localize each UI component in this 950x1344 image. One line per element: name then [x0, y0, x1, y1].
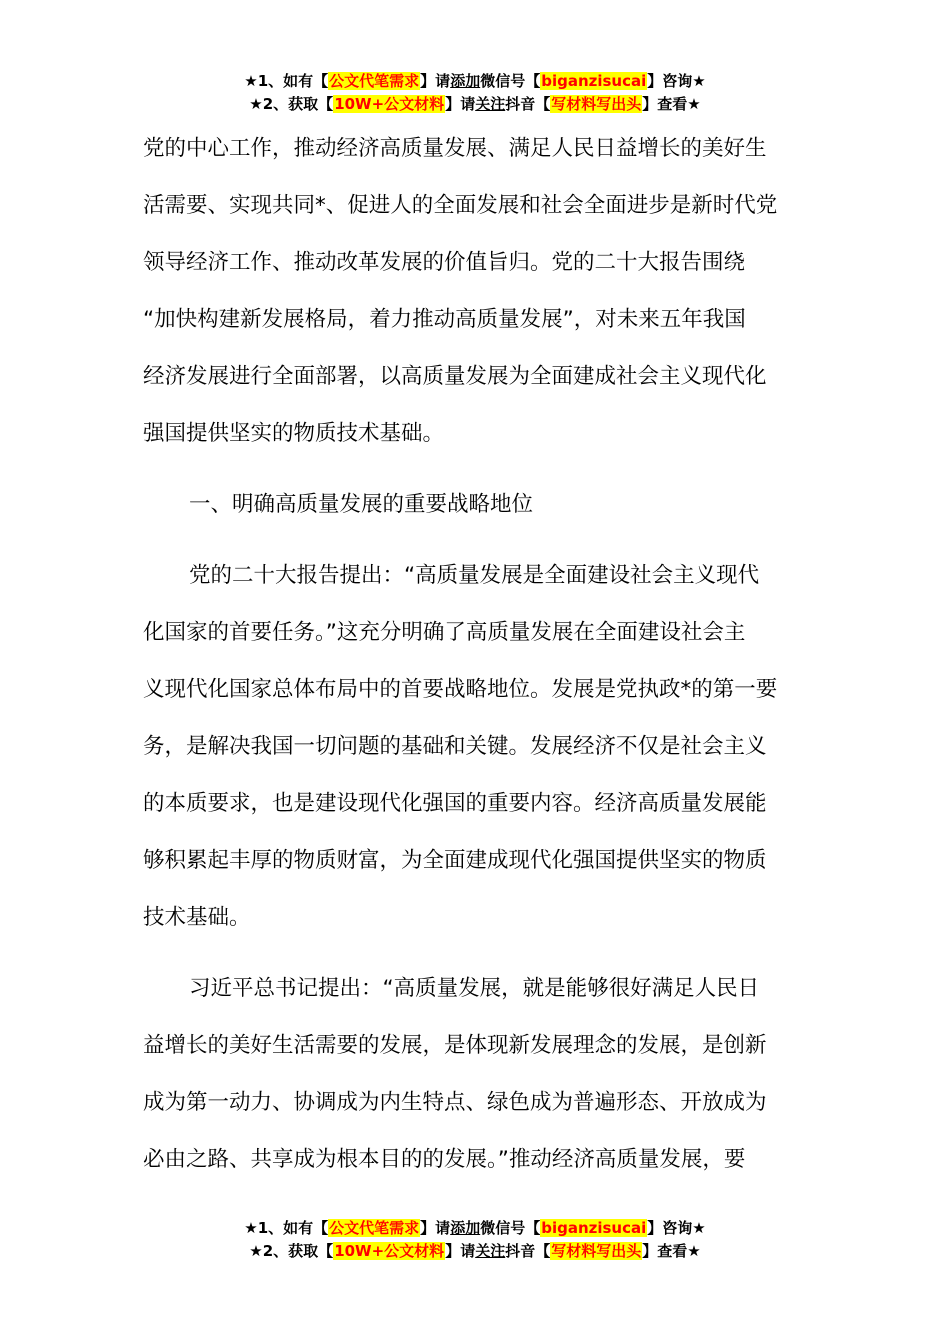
text-line: 益增长的美好生活需要的发展，是体现新发展理念的发展，是创新 — [143, 1033, 767, 1058]
text-line: 党的二十大报告提出：“高质量发展是全面建设社会主义现代 — [189, 563, 760, 588]
highlight-wechat-id: biganzisucai — [541, 72, 647, 90]
text-line: “加快构建新发展格局，着力推动高质量发展”，对未来五年我国 — [143, 307, 746, 332]
paragraph-3 — [143, 960, 811, 1188]
text-line: 活需要、实现共同*、促进人的全面发展和社会全面进步是新时代党 — [143, 193, 778, 218]
highlight-service: 公文代笔需求 — [329, 1219, 420, 1237]
highlight-materials: 10W+公文材料 — [334, 95, 445, 113]
highlight-douyin: 写材料写出头 — [551, 1242, 642, 1260]
heading-text: 一、明确高质量发展的重要战略地位 — [189, 492, 534, 517]
text-line: 强国提供坚实的物质技术基础。 — [143, 421, 445, 446]
text-line: 的本质要求，也是建设现代化强国的重要内容。经济高质量发展能 — [143, 791, 767, 816]
banner-line-2: ★2、获取【10W+公文材料】请关注抖音【写材料写出头】查看★ — [249, 1242, 701, 1260]
paragraph-1 — [143, 120, 811, 462]
text-line: 领导经济工作、推动改革发展的价值旨归。党的二十大报告围绕 — [143, 250, 746, 275]
text-line: 必由之路、共享成为根本目的的发展。”推动经济高质量发展，要 — [143, 1147, 746, 1172]
text-line: 习近平总书记提出：“高质量发展，就是能够很好满足人民日 — [189, 976, 760, 1001]
text-line: 义现代化国家总体布局中的首要战略地位。发展是党执政*的第一要 — [143, 677, 778, 702]
banner-line-2: ★2、获取【10W+公文材料】请关注抖音【写材料写出头】查看★ — [249, 95, 701, 113]
document-body — [143, 120, 811, 1188]
banner-line-1: ★1、如有【公文代笔需求】请添加微信号【biganzisucai】咨询★ — [244, 72, 706, 90]
section-heading — [143, 476, 811, 533]
footer-banner — [0, 1217, 950, 1263]
highlight-materials: 10W+公文材料 — [334, 1242, 445, 1260]
text-line: 成为第一动力、协调成为内生特点、绿色成为普遍形态、开放成为 — [143, 1090, 767, 1115]
text-line: 技术基础。 — [143, 905, 251, 930]
highlight-douyin: 写材料写出头 — [551, 95, 642, 113]
text-line: 党的中心工作，推动经济高质量发展、满足人民日益增长的美好生 — [143, 136, 767, 161]
text-line: 务，是解决我国一切问题的基础和关键。发展经济不仅是社会主义 — [143, 734, 767, 759]
highlight-wechat-id: biganzisucai — [541, 1219, 647, 1237]
text-line: 经济发展进行全面部署，以高质量发展为全面建成社会主义现代化 — [143, 364, 767, 389]
banner-line-1: ★1、如有【公文代笔需求】请添加微信号【biganzisucai】咨询★ — [244, 1219, 706, 1237]
header-banner — [0, 70, 950, 116]
paragraph-2 — [143, 547, 811, 946]
text-line: 够积累起丰厚的物质财富，为全面建成现代化强国提供坚实的物质 — [143, 848, 767, 873]
highlight-service: 公文代笔需求 — [329, 72, 420, 90]
text-line: 化国家的首要任务。”这充分明确了高质量发展在全面建设社会主 — [143, 620, 746, 645]
